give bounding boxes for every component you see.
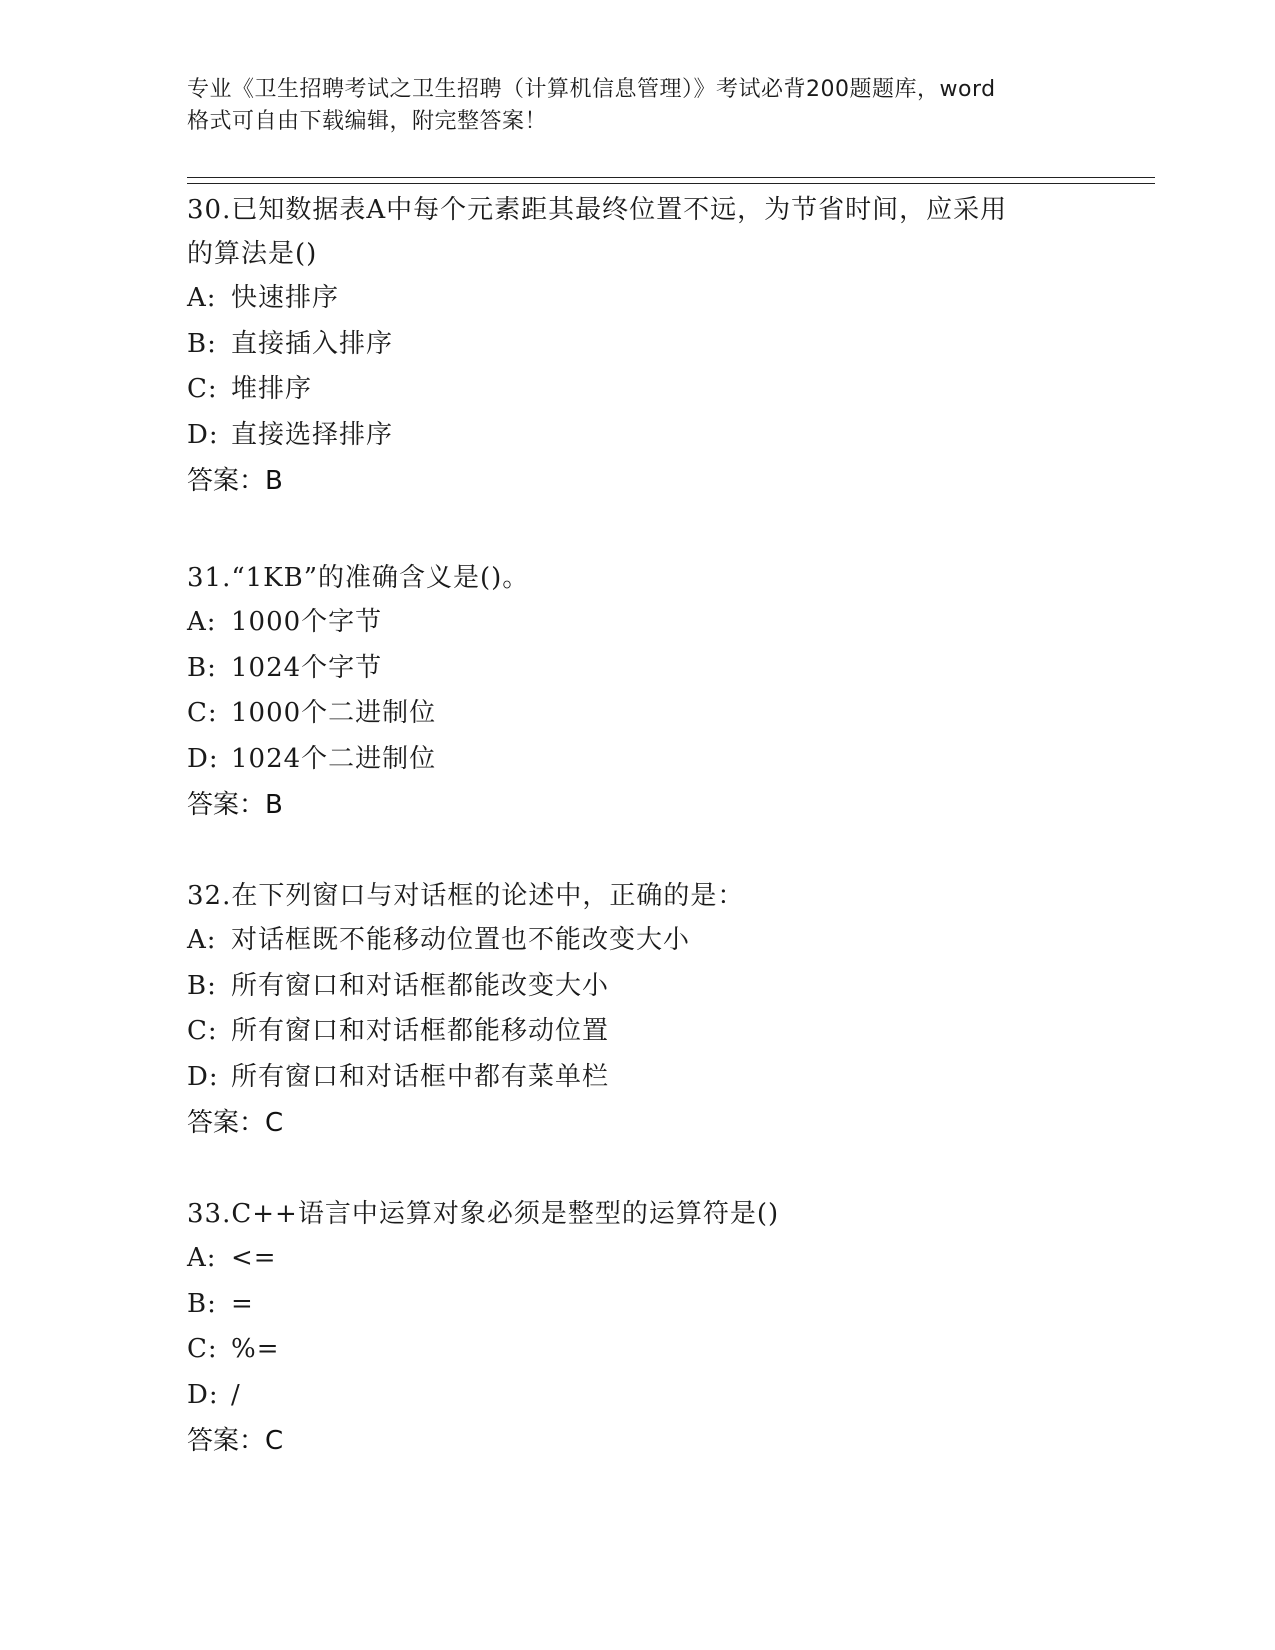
option-text: = [231, 1288, 254, 1319]
answer-line: 答案：C [187, 1108, 284, 1138]
option-b [187, 322, 1087, 368]
document-header [187, 74, 1087, 138]
question-30 [187, 188, 1087, 504]
option-text: %= [231, 1334, 280, 1364]
option-text: 堆排序 [231, 374, 313, 404]
option-letter: C: [187, 1016, 218, 1046]
question-33 [187, 1192, 1087, 1464]
option-letter: C: [187, 1334, 218, 1364]
option-text: 直接插入排序 [231, 328, 394, 359]
option-c [187, 1009, 1087, 1055]
option-text: 1000个字节 [231, 607, 383, 637]
question-stem: 31.“1KB”的准确含义是()。 [187, 563, 530, 593]
option-letter: B: [187, 1288, 217, 1319]
question-stem: 32.在下列窗口与对话框的论述中，正确的是： [187, 881, 745, 911]
option-d [187, 413, 1087, 459]
option-letter: C: [187, 374, 218, 404]
question-stem: 30.已知数据表A中每个元素距其最终位置不远，为节省时间，应采用 的算法是() [187, 195, 1008, 269]
option-b [187, 646, 1087, 692]
option-text: 1000个二进制位 [231, 698, 437, 728]
option-c [187, 367, 1087, 413]
option-text: 1024个二进制位 [231, 743, 437, 774]
option-text: 所有窗口和对话框中都有菜单栏 [231, 1061, 610, 1092]
option-c [187, 1327, 1087, 1373]
option-d [187, 1055, 1087, 1101]
answer-line: 答案：C [187, 1426, 284, 1456]
option-text: / [231, 1379, 241, 1410]
header-divider-top [187, 177, 1155, 178]
option-a [187, 600, 1087, 646]
option-letter: B: [187, 970, 217, 1001]
header-line-1: 专业《卫生招聘考试之卫生招聘（计算机信息管理）》考试必背200题题库，word [187, 77, 996, 102]
option-a [187, 276, 1087, 322]
option-letter: B: [187, 652, 217, 683]
header-line-2: 格式可自由下载编辑，附完整答案！ [187, 109, 548, 134]
option-letter: B: [187, 328, 217, 359]
option-a [187, 918, 1087, 964]
option-d [187, 1373, 1087, 1419]
question-stem: 33.C++语言中运算对象必须是整型的运算符是() [187, 1199, 780, 1229]
option-letter: C: [187, 698, 218, 728]
option-letter: D: [187, 1061, 219, 1092]
question-31 [187, 556, 1087, 828]
option-text: 所有窗口和对话框都能移动位置 [231, 1016, 610, 1046]
header-divider-bottom [187, 183, 1155, 184]
option-b [187, 964, 1087, 1010]
option-b [187, 1282, 1087, 1328]
option-text: <= [231, 1243, 277, 1273]
option-letter: A: [187, 607, 217, 637]
option-text: 所有窗口和对话框都能改变大小 [231, 970, 610, 1001]
option-c [187, 691, 1087, 737]
answer-line: 答案：B [187, 466, 283, 496]
option-letter: A: [187, 1243, 217, 1273]
option-letter: D: [187, 1379, 219, 1410]
answer-line: 答案：B [187, 790, 283, 820]
option-text: 对话框既不能移动位置也不能改变大小 [231, 925, 691, 955]
option-text: 快速排序 [231, 283, 340, 313]
option-letter: A: [187, 283, 217, 313]
option-letter: D: [187, 743, 219, 774]
option-d [187, 737, 1087, 783]
option-a [187, 1236, 1087, 1282]
option-text: 1024个字节 [231, 652, 383, 683]
option-letter: A: [187, 925, 217, 955]
question-32 [187, 874, 1087, 1146]
option-letter: D: [187, 419, 219, 450]
option-text: 直接选择排序 [231, 419, 394, 450]
